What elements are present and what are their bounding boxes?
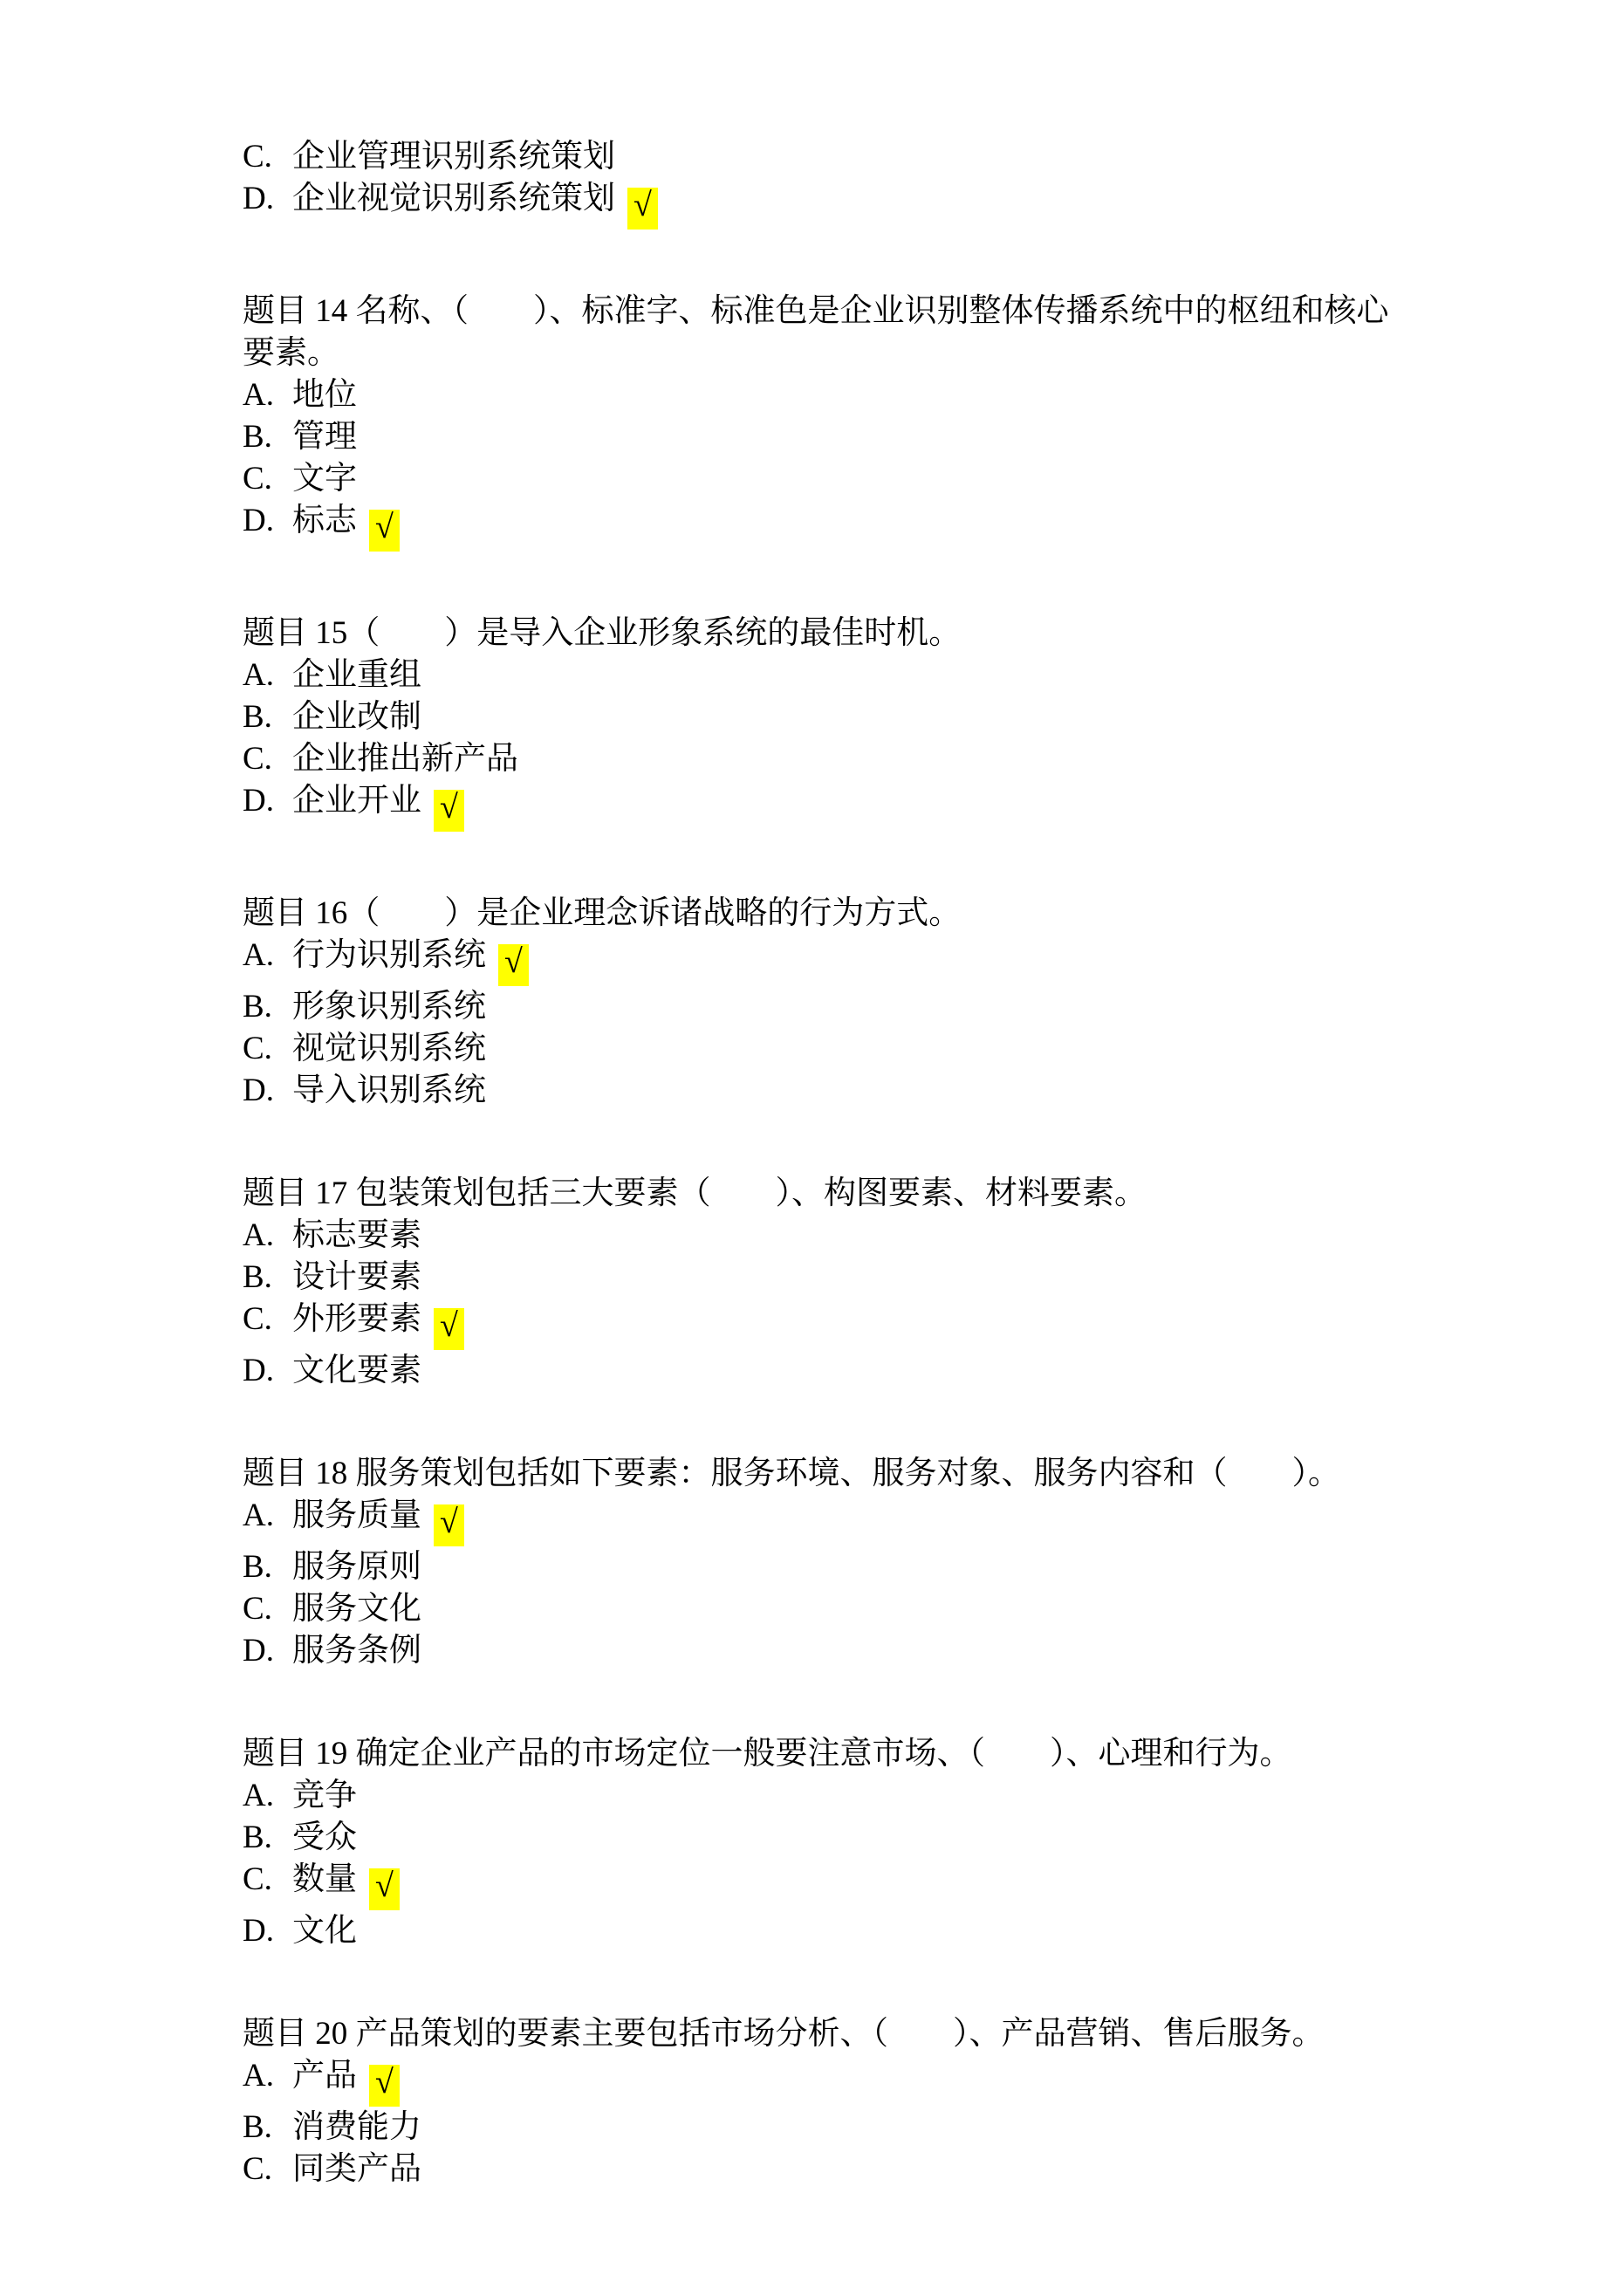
option-letter: D.	[243, 503, 274, 538]
question-block	[243, 1453, 1421, 1672]
option-letter: B.	[243, 1820, 272, 1855]
option-text: 文化要素	[292, 1353, 421, 1388]
option-text: 竞争	[292, 1778, 357, 1813]
option-row	[243, 374, 1421, 416]
option-letter: C.	[243, 139, 272, 175]
option-letter: C.	[243, 741, 272, 777]
option-letter: B.	[243, 1549, 272, 1585]
options-list	[243, 1775, 1421, 1952]
option-letter: A.	[243, 2058, 274, 2094]
correct-answer-checkmark-highlight: √	[369, 1868, 400, 1910]
correct-answer-checkmark-highlight: √	[434, 1308, 464, 1350]
option-row	[243, 935, 1421, 986]
question-block	[243, 613, 1421, 832]
option-text: 消费能力	[292, 2109, 421, 2145]
option-row	[243, 986, 1421, 1028]
option-letter: C.	[243, 1591, 272, 1627]
options-list	[243, 374, 1421, 552]
option-row	[243, 2149, 1421, 2190]
option-letter: B.	[243, 989, 272, 1025]
option-row	[243, 1299, 1421, 1350]
option-row	[243, 2107, 1421, 2149]
option-text: 服务原则	[292, 1549, 421, 1585]
question-title: 题目 18 服务策划包括如下要素：服务环境、服务对象、服务内容和（ ）。	[243, 1456, 1340, 1491]
option-letter: D.	[243, 1073, 274, 1108]
option-letter: C.	[243, 1861, 272, 1897]
option-text: 地位	[292, 377, 357, 413]
correct-answer-checkmark-highlight: √	[627, 188, 658, 230]
question-title: 题目 15（ ）是导入企业形象系统的最佳时机。	[243, 615, 962, 651]
option-row	[243, 178, 1421, 230]
option-text: 数量	[292, 1861, 357, 1897]
option-text: 设计要素	[292, 1259, 421, 1295]
option-letter: C.	[243, 1031, 272, 1066]
options-list	[243, 2055, 1421, 2190]
question-block	[243, 1173, 1421, 1392]
question-title: 题目 14 名称、（ ）、标准字、标准色是企业识别整体传播系统中的枢纽和核心要素。	[243, 293, 1389, 371]
option-text: 服务条例	[292, 1633, 421, 1669]
option-row	[243, 738, 1421, 780]
option-text: 视觉识别系统	[292, 1031, 486, 1066]
continued-question-options	[243, 136, 1421, 230]
option-row	[243, 2055, 1421, 2107]
option-text: 行为识别系统	[292, 937, 486, 973]
option-letter: C.	[243, 461, 272, 497]
questions-list	[243, 291, 1421, 2190]
option-text: 形象识别系统	[292, 989, 486, 1025]
option-row	[243, 1859, 1421, 1910]
option-text: 文化	[292, 1913, 357, 1949]
option-text: 管理	[292, 419, 357, 455]
options-list	[243, 136, 1421, 230]
quiz-content	[243, 136, 1421, 2190]
option-letter: C.	[243, 2151, 272, 2187]
option-text: 企业改制	[292, 699, 421, 735]
question-block	[243, 893, 1421, 1112]
option-text: 服务质量	[292, 1498, 421, 1533]
option-letter: B.	[243, 699, 272, 735]
option-row	[243, 1630, 1421, 1672]
option-text: 企业视觉识别系统策划	[292, 181, 615, 216]
option-letter: B.	[243, 2109, 272, 2145]
option-letter: D.	[243, 1633, 274, 1669]
correct-answer-checkmark-highlight: √	[369, 510, 400, 552]
option-letter: A.	[243, 937, 274, 973]
correct-answer-checkmark-highlight: √	[434, 1504, 464, 1546]
option-text: 企业推出新产品	[292, 741, 518, 777]
option-letter: B.	[243, 419, 272, 455]
option-letter: A.	[243, 1217, 274, 1253]
option-row	[243, 1257, 1421, 1299]
question-title: 题目 19 确定企业产品的市场定位一般要注意市场、（ ）、心理和行为。	[243, 1736, 1292, 1772]
question-block	[243, 2013, 1421, 2190]
option-row	[243, 1070, 1421, 1112]
option-letter: A.	[243, 657, 274, 693]
option-text: 服务文化	[292, 1591, 421, 1627]
options-list	[243, 1495, 1421, 1672]
option-row	[243, 458, 1421, 500]
option-row	[243, 1215, 1421, 1257]
option-row	[243, 696, 1421, 738]
correct-answer-checkmark-highlight: √	[498, 944, 529, 986]
option-row	[243, 1588, 1421, 1630]
options-list	[243, 1215, 1421, 1392]
option-text: 外形要素	[292, 1301, 421, 1337]
question-title: 题目 17 包装策划包括三大要素（ ）、构图要素、材料要素。	[243, 1175, 1147, 1211]
option-letter: D.	[243, 783, 274, 819]
options-list	[243, 935, 1421, 1112]
option-text: 受众	[292, 1820, 357, 1855]
option-text: 产品	[292, 2058, 357, 2094]
option-row	[243, 1910, 1421, 1952]
option-letter: D.	[243, 1913, 274, 1949]
option-letter: A.	[243, 377, 274, 413]
option-text: 同类产品	[292, 2151, 421, 2187]
correct-answer-checkmark-highlight: √	[369, 2065, 400, 2107]
option-row	[243, 1775, 1421, 1817]
option-text: 导入识别系统	[292, 1073, 486, 1108]
option-letter: A.	[243, 1778, 274, 1813]
option-letter: A.	[243, 1498, 274, 1533]
option-letter: D.	[243, 181, 274, 216]
option-text: 企业开业	[292, 783, 421, 819]
options-list	[243, 655, 1421, 832]
option-row	[243, 1350, 1421, 1392]
option-row	[243, 1028, 1421, 1070]
option-row	[243, 655, 1421, 696]
option-text: 文字	[292, 461, 357, 497]
question-title: 题目 20 产品策划的要素主要包括市场分析、（ ）、产品营销、售后服务。	[243, 2016, 1325, 2052]
question-block	[243, 1733, 1421, 1952]
option-text: 标志要素	[292, 1217, 421, 1253]
option-text: 企业重组	[292, 657, 421, 693]
option-row	[243, 136, 1421, 178]
question-title: 题目 16（ ）是企业理念诉诸战略的行为方式。	[243, 895, 962, 931]
option-row	[243, 416, 1421, 458]
correct-answer-checkmark-highlight: √	[434, 790, 464, 832]
option-text: 企业管理识别系统策划	[292, 139, 615, 175]
option-letter: D.	[243, 1353, 274, 1388]
question-block	[243, 291, 1421, 552]
option-row	[243, 1495, 1421, 1546]
option-row	[243, 1546, 1421, 1588]
option-row	[243, 1817, 1421, 1859]
option-row	[243, 500, 1421, 552]
option-letter: B.	[243, 1259, 272, 1295]
option-letter: C.	[243, 1301, 272, 1337]
option-text: 标志	[292, 503, 357, 538]
option-row	[243, 780, 1421, 832]
